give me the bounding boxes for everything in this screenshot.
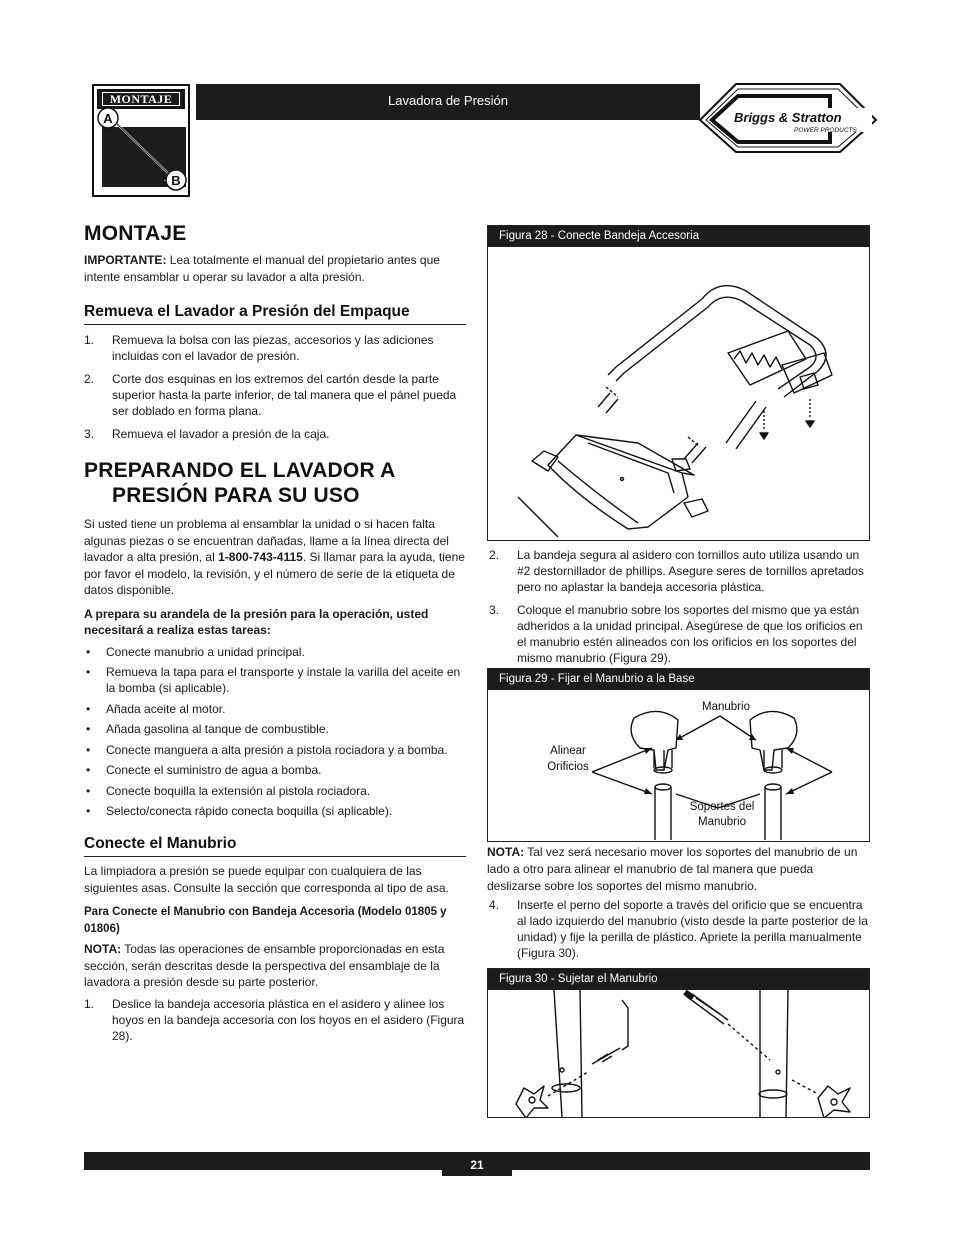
remove-title: Remueva el Lavador a Presión del Empaque: [84, 302, 466, 325]
hotline-phone: 1-800-743-4115: [218, 550, 303, 564]
list-item: 4. Inserte el perno del soporte a través del orificio que se encuentra al lado izquierdo del manubrio (visto desde la parte posterior de la unidad) y fije la perilla de plástico. Apriete la perilla manualmente (Figura 30).: [489, 898, 868, 960]
list-item: • Añada aceite al motor.: [86, 701, 226, 716]
right-column: [487, 225, 870, 1118]
list-item: 2. Corte dos esquinas en los extremos del cartón desde la parte superior hasta la parte inferior, de tal manera que el pánel pueda ser doblado en forma plana.: [84, 372, 457, 418]
note-label: NOTA:: [487, 845, 525, 859]
list-item: 2. La bandeja segura al asidero con tornillos auto utiliza usando un #2 destornillador de phillips. Asegure seres de tornillos apretados pero no aplastar la bandeja accesoria plástica.: [489, 548, 864, 594]
note-label: NOTA:: [84, 942, 122, 956]
badge-title: MONTAJE: [102, 92, 180, 106]
list-item: • Añada gasolina al tanque de combustible.: [86, 722, 329, 736]
montaje-badge: [92, 84, 190, 197]
left-column: [84, 218, 466, 1051]
model-heading: Para Conecte el Manubrio con Bandeja Accesoria (Modelo 01805 y 01806): [84, 906, 447, 935]
brand-sub: POWER PRODUCTS: [794, 127, 857, 134]
page-number: 21: [442, 1152, 512, 1176]
label-alinear: Alinear: [550, 745, 586, 757]
list-item: • Conecte el suministro de agua a bomba.: [86, 763, 322, 777]
list-item: 3. Coloque el manubrio sobre los soportes del mismo que ya están adheridos a la unidad principal. Asegúrese de que los orificios en el manubrio estén alineados con los orificios en los soportes del mismo manubrio (Figura 29).: [489, 603, 863, 665]
figure-29-caption: Figura 29 - Fijar el Manubrio a la Base: [488, 669, 869, 690]
list-item: • Conecte manguera a alta presión a pistola rociadora y a bomba.: [86, 742, 448, 757]
list-item: 1. Remueva la bolsa con las piezas, accesorios y las adiciones incluidas con el lavador de presión.: [84, 333, 434, 363]
important-label: IMPORTANTE:: [84, 253, 167, 267]
task-list: [84, 644, 466, 820]
list-item: 1. Deslice la bandeja accesoria plástica en el asidero y alinee los hoyos en la bandeja accesoria con los hoyos en el asidero (Figura 28).: [84, 996, 465, 1043]
handle-title: Conecte el Manubrio: [84, 834, 466, 857]
figure-30: [487, 968, 870, 1118]
figure-30-caption: Figura 30 - Sujetar el Manubrio: [488, 969, 869, 990]
header-bar: [196, 84, 700, 120]
important-paragraph: [84, 252, 466, 285]
right-steps-4: [489, 897, 870, 961]
a-to-b-diagram-icon: [94, 86, 188, 195]
handle-intro: La limpiadora a presión se puede equipar con cualquiera de las siguientes asas. Consulte la sección que corresponda al tipo de asa.: [84, 864, 449, 895]
label-manubrio: Manubrio: [702, 701, 750, 713]
label-orificios: Orificios: [547, 761, 589, 773]
label-soportes-manubrio: Manubrio: [698, 816, 746, 828]
figure-28: [487, 225, 870, 541]
header-title: Lavadora de Presión: [388, 93, 508, 108]
list-item: • Conecte manubrio a unidad principal.: [86, 644, 305, 659]
accessory-tray-illustration: [488, 247, 869, 540]
briggs-stratton-logo: [698, 82, 878, 154]
handle-steps: [84, 996, 466, 1044]
list-item: 3. Remueva el lavador a presión de la caja.: [84, 427, 330, 441]
list-item: • Remueva la tapa para el transporte y instale la varilla del aceite en la bomba (si aplicable).: [86, 665, 461, 695]
handle-note: NOTA: Todas las operaciones de ensamble proporcionadas en esta sección, serán descritas desde la perspectiva del ensamblaje de la lavadora a presión desde su parte posterior.: [84, 942, 445, 989]
figure-29: [487, 668, 870, 842]
tasks-heading: A prepara su arandela de la presión para la operación, usted necesitará a realiza estas tareas:: [84, 606, 429, 637]
brand-name: Briggs & Stratton: [734, 110, 842, 125]
important-text: Lea totalmente el manual del propietario antes que intente ensamblar u operar su lavador a alta presión.: [84, 253, 440, 284]
badge-point-a: A: [103, 111, 113, 126]
list-item: • Selecto/conecta rápido conecta boquilla (si aplicable).: [86, 804, 393, 818]
right-note: NOTA: Tal vez será necesario mover los soportes del manubrio de un lado a otro para alinear el manubrio de tal manera que pueda deslizarse sobre los soportes del mismo manubrio.: [487, 845, 858, 893]
label-soportes: Soportes del: [689, 801, 755, 813]
figure-28-caption: Figura 28 - Conecte Bandeja Accesoria: [488, 226, 869, 247]
prepare-title: PREPARANDO EL LAVADOR A PRESIÓN PARA SU USO: [84, 459, 395, 507]
montaje-title: MONTAJE: [84, 222, 187, 245]
remove-steps: [84, 332, 466, 442]
right-steps: [489, 547, 870, 666]
bolt-knob-illustration: [488, 990, 869, 1117]
list-item: • Conecte boquilla la extensión al pistola rociadora.: [86, 783, 371, 798]
badge-point-b: B: [171, 173, 181, 188]
prepare-intro: Si usted tiene un problema al ensamblar la unidad o si hacen falta algunas piezas o se encuentran dañadas, llame a la línea directa del lavador a alta presión, al 1-800-743-4115. Si llamar para la ayuda, tiene por favor el modelo, la revisión, y el número de serie de la etiqueta de datos disponible.: [84, 517, 465, 597]
handle-alignment-illustration: [488, 690, 869, 841]
